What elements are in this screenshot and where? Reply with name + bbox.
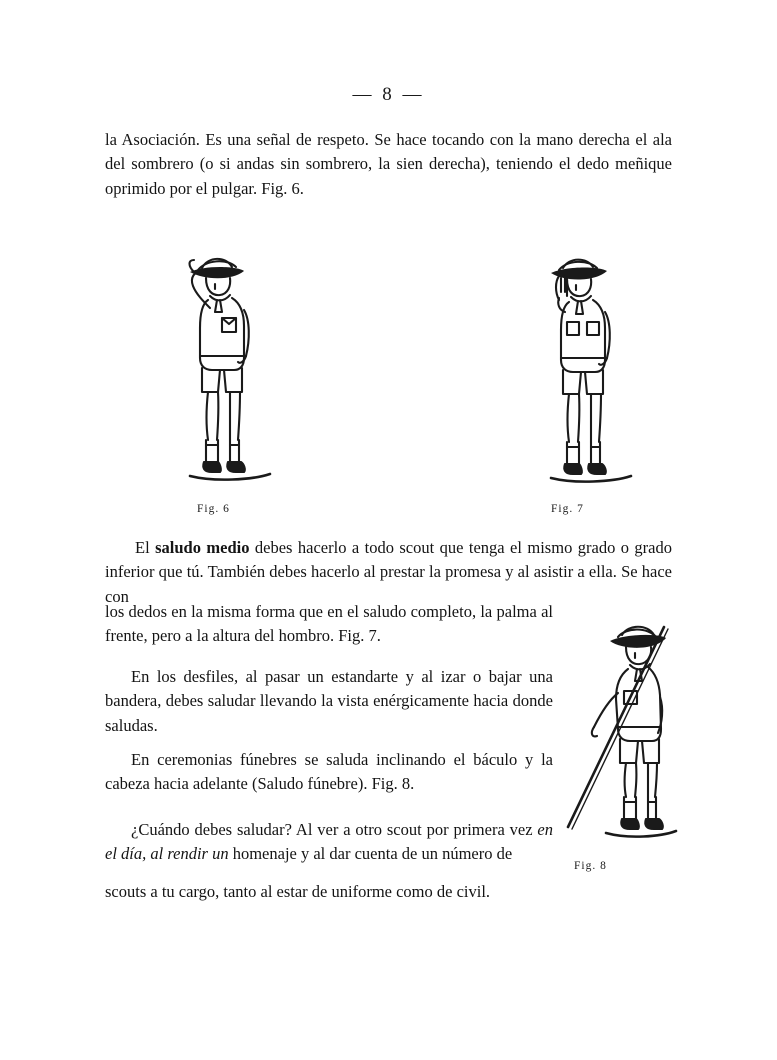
paragraph-when-salute (105, 818, 553, 867)
page-number: — 8 — (352, 84, 425, 105)
paragraph-closing: scouts a tu cargo, tanto al estar de uniforme como de civil. (105, 882, 491, 901)
figure-8-illustration (560, 605, 690, 850)
figure-6-illustration (160, 240, 290, 490)
paragraph-fingers: los dedos en la misma forma que en el saludo completo, la palma al frente, pero a la altura del hombro. Fig. 7. (105, 602, 553, 646)
paragraph-half-salute (105, 536, 672, 609)
figure-6-caption: Fig. 6 (197, 503, 230, 515)
paragraph-funeral: En ceremonias fúnebres se saluda inclinando el báculo y la cabeza hacia adelante (Saludo fúnebre). Fig. 8. (105, 750, 553, 794)
p6-italic: en el día, al rendir un (105, 820, 553, 864)
p2-lead: El (135, 538, 156, 557)
p2-rest: debes hacerlo a todo scout que tenga el mismo grado o grado inferior que tú. También debes hacerlo al prestar la promesa y al asistir a ella. Se hace con (105, 538, 672, 606)
p6-part-b: homenaje y al dar cuenta de un número de (228, 844, 513, 864)
paragraph-intro: la Asociación. Es una señal de respeto. Se hace tocando con la mano derecha el ala del sombrero (o si andas sin sombrero, la sien derecha), teniendo el dedo meñique oprimido por el pulgar. Fig. 6. (105, 130, 672, 198)
paragraph-parades: En los desfiles, al pasar un estandarte y al izar o bajar una bandera, debes saludar llevando la vista enérgicamente hacia donde saludas. (105, 667, 553, 735)
figure-7-illustration (515, 240, 645, 490)
figure-8-caption: Fig. 8 (574, 860, 607, 872)
p6-part-a: ¿Cuándo debes saludar? Al ver a otro scout por primera vez (131, 820, 538, 839)
figure-7-caption: Fig. 7 (551, 503, 584, 515)
p2-bold-term: saludo medio (155, 538, 250, 557)
